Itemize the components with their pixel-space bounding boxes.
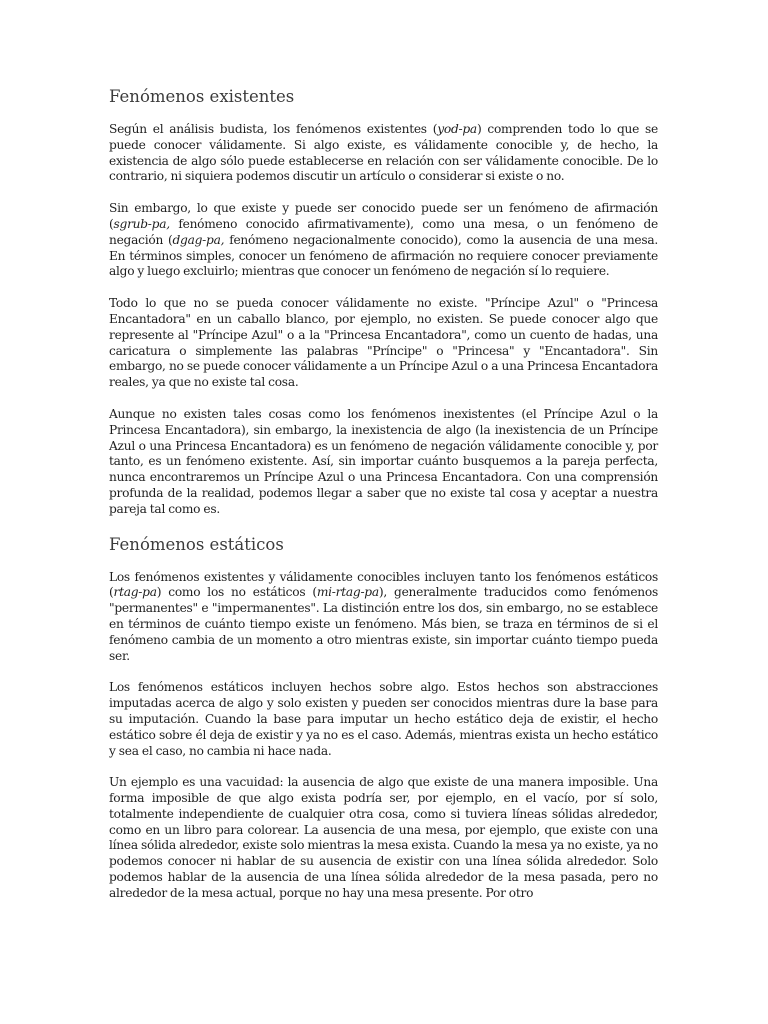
paragraph-existing-3: Todo lo que no se pueda conocer válidamente no existe. "Príncipe Azul" o "Princesa Encantadora" en un caballo blanco, por ejemplo, no existen. Se puede conocer algo que represente al "Príncipe Azul" o a la "Princesa Encantadora", como un cuento de hadas, una caricatura o simplemente las palabras "Príncipe" o "Princesa" y "Encantadora". Sin embargo, no se puede conocer válidamente a un Príncipe Azul o a una Princesa Encantadora reales, ya que no existe tal cosa.	[109, 296, 658, 390]
text-run: Según el análisis budista, los fenómenos existentes (	[109, 122, 438, 136]
tibetan-term: yod-pa	[437, 122, 477, 136]
tibetan-term: dgag-pa,	[172, 232, 225, 247]
tibetan-term: mi-rtag-pa	[316, 585, 379, 600]
text-run: fenómeno conocido afirmativamente), como una mesa, o un fenómeno de negación (	[109, 216, 658, 247]
text-run: Los fenómenos existentes y válidamente conocibles incluyen tanto los fenómenos estáticos (	[109, 569, 658, 600]
paragraph-existing-4: Aunque no existen tales cosas como los fenómenos inexistentes (el Príncipe Azul o la Princesa Encantadora), sin embargo, la inexistencia de algo (la inexistencia de un Príncipe Azul o una Princesa Encantadora) es un fenómeno de negación válidamente conocible y, por tanto, es un fenómeno existente. Así, sin importar cuánto busquemos a la pareja perfecta, nunca encontraremos un Príncipe Azul o una Princesa Encantadora. Con una comprensión profunda de la realidad, podemos llegar a saber que no existe tal cosa y aceptar a nuestra pareja tal como es.	[109, 406, 658, 516]
paragraph-static-3: Un ejemplo es una vacuidad: la ausencia de algo que existe de una manera imposible. Una forma imposible de que algo exista podría ser, por ejemplo, en el vacío, por sí solo, totalmente independiente de cualquier otra cosa, como si tuviera líneas sólidas alrededor, como en un libro para colorear. La ausencia de una mesa, por ejemplo, que existe con una línea sólida alrededor, existe solo mientras la mesa exista. Cuando la mesa ya no existe, ya no podemos conocer ni hablar de su ausencia de existir con una línea sólida alrededor. Solo podemos hablar de la ausencia de una línea sólida alrededor de la mesa pasada, pero no alrededor de la mesa actual, porque no hay una mesa presente. Por otro	[109, 775, 658, 900]
paragraph-existing-1	[109, 122, 658, 185]
tibetan-term: sgrub-pa,	[113, 216, 170, 231]
section-heading-static-phenomena: Fenómenos estáticos	[109, 534, 284, 554]
text-run: Sin embargo, lo que existe y puede ser conocido puede ser un fenómeno de afirmación (	[109, 201, 658, 231]
paragraph-existing-2	[109, 201, 658, 280]
tibetan-term: rtag-pa	[113, 585, 157, 600]
text-run: ) como los no estáticos (	[156, 585, 317, 600]
text-run: ), generalmente traducidos como fenómenos "permanentes" e "impermanentes". La distinción entre los dos, sin embargo, no se establece en términos de cuánto tiempo existe un fenómeno. Más bien, se traza en términos de si el fenómeno cambia de un momento a otro mientras existe, sin importar cuánto tiempo pueda ser.	[109, 585, 658, 663]
document-page	[109, 86, 658, 918]
section-heading-existing-phenomena: Fenómenos existentes	[109, 87, 295, 106]
text-run: fenómeno negacionalmente conocido), como la ausencia de una mesa. En términos simples, conocer un fenómeno de afirmación no requiere conocer previamente algo y luego excluirlo; mientras que conocer un fenómeno de negación sí lo requiere.	[109, 232, 658, 279]
text-run: ) comprenden todo lo que se puede conocer válidamente. Si algo existe, es válidamente conocible y, de hecho, la existencia de algo sólo puede establecerse en relación con ser válidamente conocible. De lo contrario, ni siquiera podemos discutir un artículo o considerar si existe o no.	[109, 122, 658, 184]
paragraph-static-1	[109, 570, 658, 665]
paragraph-static-2: Los fenómenos estáticos incluyen hechos sobre algo. Estos hechos son abstracciones imputadas acerca de algo y solo existen y pueden ser conocidos mientras dure la base para su imputación. Cuando la base para imputar un hecho estático deja de existir, el hecho estático sobre él deja de existir y ya no es el caso. Además, mientras exista un hecho estático y sea el caso, no cambia ni hace nada.	[109, 680, 658, 758]
